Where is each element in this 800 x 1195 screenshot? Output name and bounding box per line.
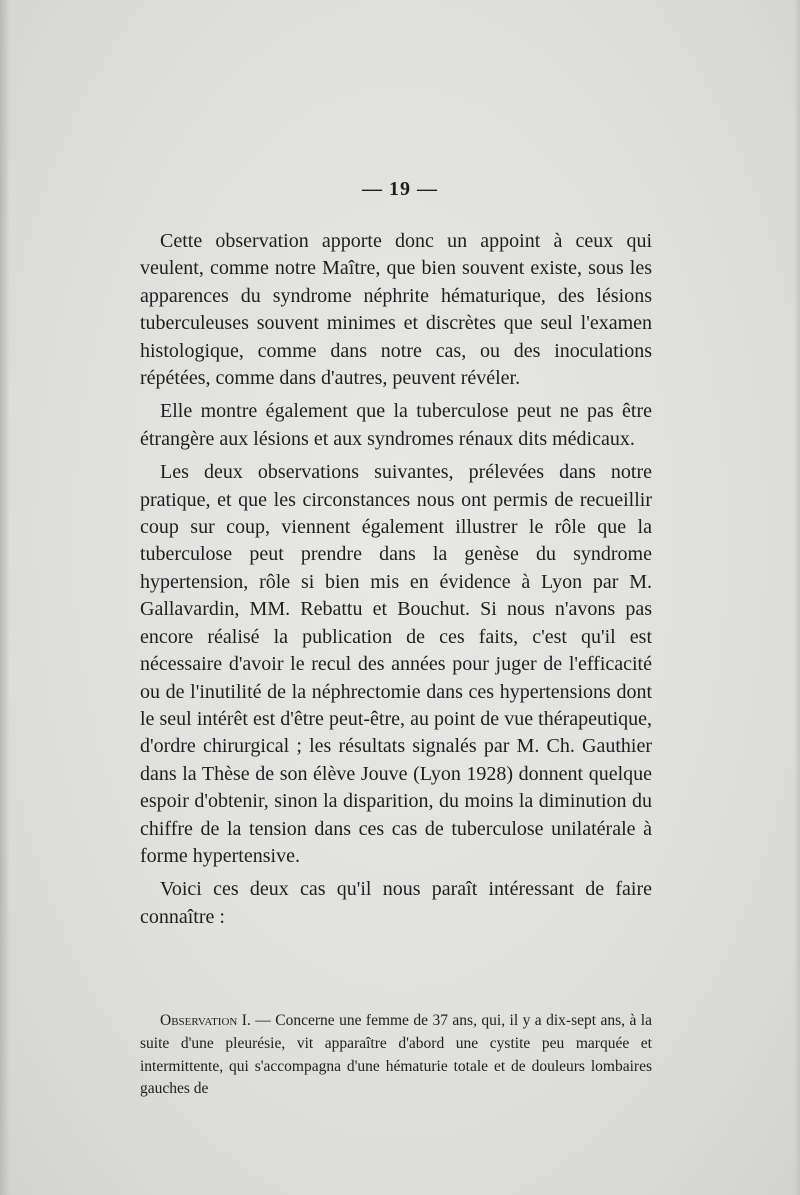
observation-label: Observation I. xyxy=(160,1012,251,1029)
observation-text: — Concerne une femme de 37 ans, qui, il y a dix-sept ans, à la suite d'une pleurésie, vit apparaître d'abord une cystite peu marquée et intermittente, qui s'accompagna d'une hématurie totale et de douleurs lombaires gauches de xyxy=(140,1012,652,1098)
paragraph-1: Cette observation apporte donc un appoint à ceux qui veulent, comme notre Maître, que bien souvent existe, sous les apparences du syndrome néphrite hématurique, des lésions tuberculeuses souvent minimes et discrètes que seul l'examen histologique, comme dans notre cas, ou des inoculations répétées, comme dans d'autres, peuvent révéler. xyxy=(140,230,652,390)
paragraph-4: Voici ces deux cas qu'il nous paraît intéressant de faire connaître : xyxy=(140,878,652,928)
main-text xyxy=(140,228,652,937)
paragraph-2: Elle montre également que la tuberculose peut ne pas être étrangère aux lésions et aux syndromes rénaux dits médicaux. xyxy=(140,400,652,450)
paragraph-3: Les deux observations suivantes, prélevées dans notre pratique, et que les circonstances nous ont permis de recueillir coup sur coup, viennent également illustrer le rôle que la tuberculose peut prendre dans la genèse du syndrome hypertension, rôle si bien mis en évidence à Lyon par M. Gallavardin, MM. Rebattu et Bouchut. Si nous n'avons pas encore réalisé la publication de ces faits, c'est qu'il est nécessaire d'avoir le recul des années pour juger de l'efficacité ou de l'inutilité de la néphrectomie dans ces hypertensions dont le seul intérêt est d'être peut-être, au point de vue thérapeutique, d'ordre chirurgical ; les résultats signalés par M. Ch. Gauthier dans la Thèse de son élève Jouve (Lyon 1928) donnent quelque espoir d'obtenir, sinon la disparition, du moins la diminution du chiffre de la tension dans ces cas de tuberculose unilatérale à forme hypertensive. xyxy=(140,461,652,867)
observation-note xyxy=(140,1010,652,1101)
page-number: — 19 — xyxy=(362,178,438,200)
